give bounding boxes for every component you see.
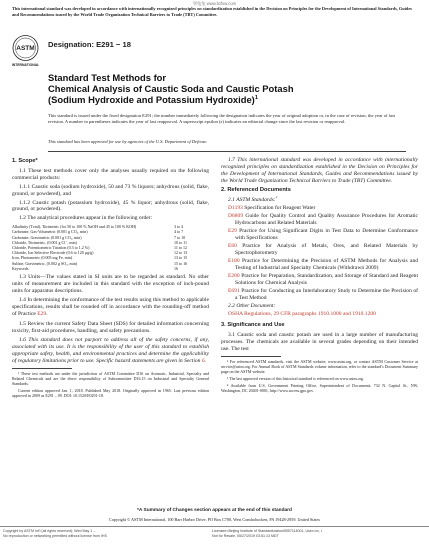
title-line-2: Chemical Analysis of Caustic Soda and Caustic Potash (48, 83, 294, 94)
para-1-1-2: 1.1.2 Caustic potash (potassium hydroxide), 45 % liquor; anhydrous (solid, flake, ground, or powdered). (12, 199, 209, 213)
reference-list (221, 205, 418, 301)
logo-text: ASTM (16, 45, 35, 52)
reference-code-link[interactable]: D1193 (228, 205, 243, 212)
procedure-item: Carbonate, Gravimetric (0.001 g CO₂, min) (12, 234, 82, 240)
footnote-1-edition: Current edition approved Jan. 1, 2018. Published May 2018. Originally approved in 1965. Last previous edition approved in 2009 as E291 – 09. DOI: 10.1520/E0291-18. (12, 387, 209, 399)
link-e29[interactable]: E29 (37, 311, 47, 318)
para-1-4: 1.4 In determining the conformance of the test results using this method to applicable specifications, results shall be rounded off in accordance with the rounding-off method of Practice E29. (12, 297, 209, 318)
para-1-1: 1.1 These test methods cover only the analyses usually required on the following commercial products: (12, 167, 209, 181)
procedure-item: Carbonate, Gas-Volumetric (0.001 g CO₂, min) (12, 229, 88, 235)
procedure-pages: 7 to 10 (174, 234, 186, 240)
other-document-heading: 2.2 Other Document: (228, 302, 276, 309)
left-column (12, 157, 209, 400)
procedure-pages: 12 to 13 (174, 250, 188, 256)
section-heading-scope: 1. Scope* (12, 158, 38, 164)
footnote-1: ¹ These test methods are under the jurisdiction of ASTM Committee D16 on Aromatic, Industrial, Specialty and Related Chemicals and are the direct responsibility of Subcommittee D16.15 on Industrial and Specialty General Standards. (12, 370, 209, 387)
license-left: Copyright by ASTM Int'l (all rights reserved); Wed May 1 ... No reproduction or networking permitted without license from IHS (3, 529, 107, 538)
summary-of-changes-note: *A Summary of Changes section appears at the end of this standard (137, 508, 292, 513)
astm-standards-heading: 2.1 ASTM Standards:$^2$ (228, 195, 278, 204)
reference-item (228, 228, 418, 242)
reference-code-link[interactable]: E691 (228, 287, 240, 294)
copyright-line: Copyright © ASTM International, 100 Barr Harbor Drive, PO Box C700, West Conshohocken, PA 19428-2959. United States (109, 517, 320, 522)
procedure-pages: 15 to 16 (174, 260, 188, 266)
reference-code-link[interactable]: E200 (228, 273, 240, 280)
para-1-2: 1.2 The analytical procedures appear in the following order: (19, 214, 153, 221)
dod-approval-note: This standard has been approved for use by agencies of the U.S. Department of Defense. (48, 139, 208, 144)
reference-code-link[interactable]: E29 (228, 228, 237, 235)
reference-item (228, 288, 418, 302)
reference-title: Practice for Conducting an Interlaboratory Study to Determine the Precision of a Test Method (235, 287, 418, 301)
designation: Designation: E291 − 18 (48, 40, 131, 49)
reference-code-link[interactable]: E60 (228, 243, 237, 250)
procedure-pages: 10 to 11 (174, 239, 187, 245)
procedure-pages: 11 to 12 (174, 245, 187, 251)
procedure-item: Keywords (12, 265, 29, 271)
footnote-divider-right (221, 356, 281, 357)
procedure-item: Chloride, Titrimetric, (0.001 g Cl⁻, min) (12, 239, 77, 245)
logo-subtext: INTERNATIONAL (12, 63, 39, 67)
reference-item (228, 213, 418, 227)
reference-title: Practice for Using Significant Digits in Test Data to Determine Conformance with Specifications (235, 228, 418, 242)
watermark-stamp: 學兔兔 www.bzfxw.com (192, 1, 237, 6)
section-heading-significance: 3. Significance and Use (221, 322, 285, 329)
para-1-7: 1.7 This international standard was developed in accordance with internationally recognized principles on standardization established in the Decision on Principles for the Development of International Standards, Guides and Recommendations issued by the World Trade Organization Technical Barriers to Trade (TBT) Committee. (221, 157, 418, 184)
reference-code-link[interactable]: D6809 (228, 213, 244, 220)
para-1-5: 1.5 Review the current Safety Data Sheet (SDS) for detailed information concerning toxicity, first-aid procedures, handling, and safety precautions. (12, 320, 209, 334)
procedure-item: Alkalinity (Total), Titrimetric (for 50 to 100 % NaOH and 45 to 100 % KOH) (12, 224, 137, 230)
title-line-3: (Sodium Hydroxide and Potassium Hydroxide)$^1$ (48, 94, 258, 105)
divider (48, 151, 406, 152)
tbt-notice: This international standard was developed in accordance with internationally recognized principles on standardization established in the Decision on Principles for the Development of International Standards, Guides and Recommendations issued by the World Trade Organization Technical Barriers to Trade (TBT) Committee. (12, 6, 412, 17)
link-osha[interactable]: OSHA Regulations, 29 CFR paragraphs 1910.1000 and 1910.1200 (228, 311, 376, 318)
reference-title: Guide for Quality Control and Quality Assurance Procedures for Aromatic Hydrocarbons and Related Materials (235, 213, 418, 227)
procedure-pages: 4 to 7 (174, 229, 184, 235)
link-section-6[interactable]: 6 (201, 357, 205, 364)
reference-item (228, 273, 418, 287)
procedure-pages: 13 to 15 (174, 255, 188, 261)
reference-item (228, 243, 418, 257)
procedure-item: Sulfate, Gravimetric, (0.002 g SO₃, min) (12, 260, 78, 266)
standard-issuance-note: This standard is issued under the fixed designation E291; the number immediately following the designation indicates the year of original adoption or, in the case of revision, the year of last revision. A number in parentheses indicates the year of last reapproval. A superscript epsilon (ε) indicates an editorial change since the last revision or reapproval. (48, 113, 396, 124)
document-title (48, 72, 378, 105)
procedure-pages: 16 (174, 265, 178, 271)
reference-title: Practice for Analysis of Metals, Ores, and Related Materials by Spectrophotometry (235, 243, 418, 257)
title-footnote-mark: 1 (254, 94, 258, 101)
procedure-item: Chloride, Ion Selective Electrode (0.6 to 120 µg/g) (12, 250, 94, 256)
right-column (221, 157, 418, 394)
footnote-4: ⁴ Available from U.S. Government Printing Office, Superintendent of Documents, 732 N. Capitol St., NW, Washington, DC 20401-0001, http://www.access.gpo.gov. (221, 382, 418, 393)
para-1-1-1: 1.1.1 Caustic soda (sodium hydroxide), 50 and 73 % liquors; anhydrous (solid, flake, ground, or powdered), and (12, 184, 209, 198)
reference-title: Practice for Preparation, Standardization, and Storage of Standard and Reagent Solutions for Chemical Analysis (235, 273, 418, 286)
procedure-item: Chloride, Potentiometric Titration (0.3 to 1.2 %) (12, 245, 90, 251)
footer-divider (0, 526, 429, 527)
section-heading-referenced: 2. Referenced Documents (221, 187, 291, 194)
reference-item (228, 205, 418, 212)
para-1-3: 1.3 Units—The values stated in SI units are to be regarded as standard. No other units of measurement are included in this standard with the exception of inch-pound units for apparatus descriptions. (12, 274, 209, 294)
procedure-pages: 3 to 4 (174, 224, 184, 230)
footnote-divider (12, 368, 72, 369)
procedure-row (12, 266, 209, 271)
reference-code-link[interactable]: E180 (228, 258, 240, 265)
footnote-3: ³ The last approved version of this historical standard is referenced on www.astm.org. (227, 375, 364, 381)
procedure-table (12, 224, 209, 271)
osha-reference (221, 311, 418, 318)
reference-title: Practice for Determining the Precision of ASTM Methods for Analysis and Testing of Industrial and Specialty Chemicals (Withdrawn 2009) (235, 258, 418, 272)
title-line-1: Standard Test Methods for (48, 72, 167, 83)
reference-item (228, 258, 418, 272)
astm-logo (12, 35, 39, 68)
para-3-1: 3.1 Caustic soda and caustic potash are used in a large number of manufacturing processes. The chemicals are available in several grades depending on their intended use. The test (221, 331, 418, 352)
para-1-6: 1.6 This standard does not purport to address all of the safety concerns, if any, associated with its use. It is the responsibility of the user of this standard to establish appropriate safety, health, and environmental practices and determine the applicability of regulatory limitations prior to use. Specific hazard statements are given in Section 6. (12, 337, 209, 364)
reference-title: Specification for Reagent Water (242, 205, 316, 212)
footnote-2: ² For referenced ASTM standards, visit the ASTM website, www.astm.org, or contact ASTM Customer Service at service@astm.org. For Annual Book of ASTM Standards volume information, refer to the standard's Document Summary page on the ASTM website. (221, 358, 418, 375)
procedure-item: Iron, Photometric (0.005 mg Fe, min) (12, 255, 73, 261)
license-right: Licensee=Beijing Institute of Standardization/5957114001, User=xx, r Not for Resale, 05/27/2019 03:51:13 MDT (212, 529, 323, 538)
